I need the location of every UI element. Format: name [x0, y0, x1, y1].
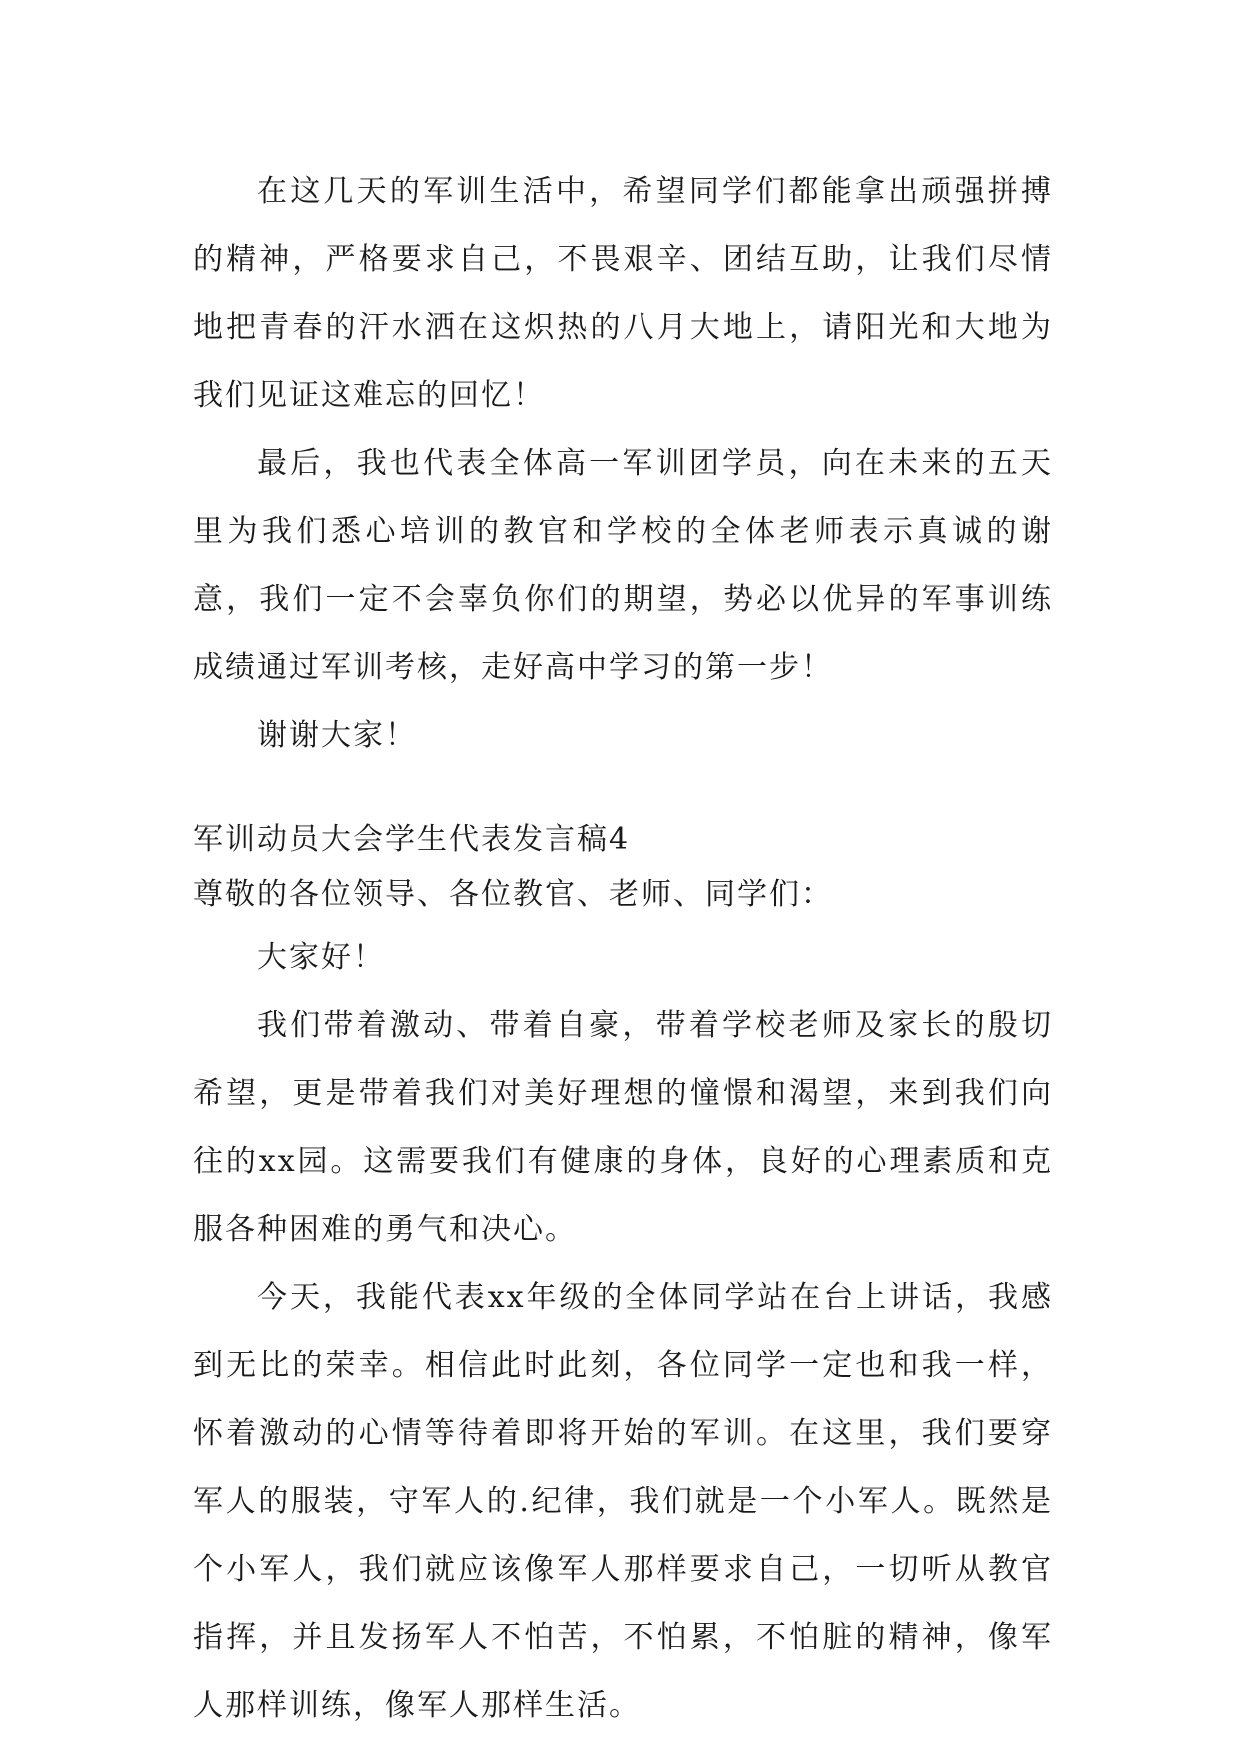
- paragraph-gratitude: 最后，我也代表全体高一军训团学员，向在未来的五天里为我们悉心培训的教官和学校的全体老师表示真诚的谢意，我们一定不会辜负你们的期望，势必以优异的军事训练成绩通过军训考核，走好高中学习的第一步！: [193, 446, 1053, 685]
- paragraph-arrival: 我们带着激动、带着自豪，带着学校老师及家长的殷切希望，更是带着我们对美好理想的憧憬和渴望，来到我们向往的xx园。这需要我们有健康的身体，良好的心理素质和克服各种困难的勇气和决心。: [193, 1008, 1053, 1247]
- paragraph-greeting: 大家好！: [257, 940, 385, 975]
- document-body: [193, 158, 1053, 1740]
- section-title: 军训动员大会学生代表发言稿4: [193, 822, 631, 857]
- salutation: 尊敬的各位领导、各位教官、老师、同学们：: [193, 877, 833, 912]
- paragraph-hope: 在这几天的军训生活中，希望同学们都能拿出顽强拼搏的精神，严格要求自己，不畏艰辛、团结互助，让我们尽情地把青春的汗水洒在这炽热的八月大地上，请阳光和大地为我们见证这难忘的回忆！: [193, 174, 1053, 413]
- paragraph-honor: 今天，我能代表xx年级的全体同学站在台上讲话，我感到无比的荣幸。相信此时此刻，各位同学一定也和我一样，怀着激动的心情等待着即将开始的军训。在这里，我们要穿军人的服装，守军人的.纪律，我们就是一个小军人。既然是个小军人，我们就应该像军人那样要求自己，一切听从教官指挥，并且发扬军人不怕苦，不怕累，不怕脏的精神，像军人那样训练，像军人那样生活。: [193, 1280, 1053, 1723]
- paragraph-thanks: 谢谢大家！: [257, 718, 417, 753]
